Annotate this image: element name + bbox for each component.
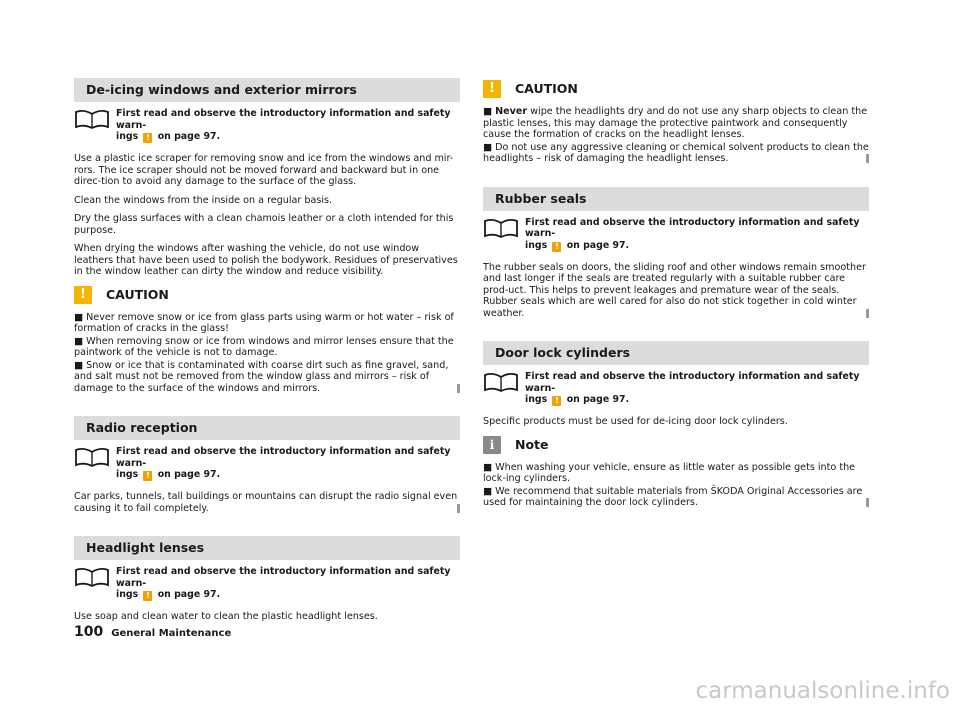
intro-prefix: ings: [525, 394, 548, 405]
note-header: [483, 436, 869, 454]
left-column: [74, 78, 460, 630]
paragraph: Dry the glass surfaces with a clean chamois leather or a cloth intended for this purpose.: [74, 213, 454, 236]
section-title-radio: Radio reception: [74, 416, 460, 440]
warning-icon: !: [143, 471, 152, 481]
section-end-marker: [866, 154, 869, 163]
intro-prefix: ings: [116, 589, 139, 600]
info-icon: i: [483, 436, 501, 454]
open-book-icon: [74, 108, 110, 130]
section-title-door-lock: Door lock cylinders: [483, 341, 869, 365]
open-book-icon: [483, 371, 519, 393]
caution-header: [483, 80, 869, 98]
watermark: carmanualsonline.info: [695, 677, 950, 704]
page-reference-link[interactable]: on page 97.: [157, 589, 221, 600]
intro-line-1: First read and observe the introductory information and safety warn-: [116, 446, 451, 469]
warning-icon: !: [143, 133, 152, 143]
caution-list: [74, 312, 460, 395]
section-title-headlight: Headlight lenses: [74, 536, 460, 560]
paragraph: Use soap and clean water to clean the plastic headlight lenses.: [74, 611, 378, 622]
caution-title: CAUTION: [106, 286, 169, 302]
list-item: ■ Never wipe the headlights dry and do not use any sharp objects to clean the plastic lenses, this may damage the protective paintwork and consequently cause the formation of cracks on the headlight lenses.: [483, 106, 868, 140]
warning-icon: !: [143, 591, 152, 601]
note-title: Note: [515, 436, 549, 452]
intro-line-1: First read and observe the introductory information and safety warn-: [525, 371, 860, 394]
list-item: ■ When removing snow or ice from windows and mirror lenses ensure that the paintwork of the vehicle is not to damage.: [74, 335, 454, 358]
right-column: [483, 78, 869, 510]
paragraph: Clean the windows from the inside on a regular basis.: [74, 194, 333, 206]
list-item: ■ We recommend that suitable materials from ŠKODA Original Accessories are used for maintaining the door lock cylinders.: [483, 486, 869, 509]
paragraph: Car parks, tunnels, tall buildings or mountains can disrupt the radio signal even causing it to fail completely.: [74, 491, 460, 514]
list-item: ■ Do not use any aggressive cleaning or chemical solvent products to clean the headlights – risk of damaging the headlight lenses.: [483, 141, 869, 164]
intro-reference: [74, 566, 460, 601]
caution-icon: !: [74, 286, 92, 304]
intro-prefix: ings: [525, 239, 548, 251]
caution-icon: !: [483, 80, 501, 98]
paragraph: Specific products must be used for de-icing door lock cylinders.: [483, 416, 788, 427]
section-end-marker: [866, 309, 869, 318]
page-footer: [74, 624, 232, 640]
chapter-title: General Maintenance: [111, 628, 232, 639]
section-end-marker: [457, 504, 460, 513]
open-book-icon: [74, 566, 110, 588]
intro-reference: [74, 446, 460, 481]
intro-prefix: ings: [116, 131, 139, 142]
section-end-marker: [866, 498, 869, 507]
section-end-marker: [457, 384, 460, 393]
intro-prefix: ings: [116, 469, 139, 480]
intro-line-1: First read and observe the introductory information and safety warn-: [116, 566, 451, 589]
intro-reference: [483, 371, 869, 406]
section-title-rubber: Rubber seals: [483, 187, 869, 211]
page-reference-link[interactable]: on page 97.: [566, 239, 630, 251]
page-reference-link[interactable]: on page 97.: [566, 394, 630, 405]
paragraph: The rubber seals on doors, the sliding roof and other windows remain smoother and last longer if the seals are treated regularly with a suitable rubber care prod-uct. This helps to prevent leakages and premature wear of the seals. Rubber seals which are well cared for also do not stick together in cold winter weather.: [483, 262, 869, 320]
intro-line-1: First read and observe the introductory information and safety warn-: [116, 108, 451, 131]
caution-list: [483, 106, 869, 165]
warning-icon: !: [552, 396, 561, 406]
note-list: [483, 462, 869, 509]
paragraph: Use a plastic ice scraper for removing snow and ice from the windows and mir-rors. The ice scraper should not be moved forward and backward but in one direc-tion to avoid any damage to the surface of the glass.: [74, 153, 454, 187]
open-book-icon: [74, 446, 110, 468]
list-item: ■ Never remove snow or ice from glass parts using warm or hot water – risk of formation of cracks in the glass!: [74, 311, 454, 334]
page-reference-link[interactable]: on page 97.: [157, 469, 221, 480]
intro-reference: [74, 108, 460, 143]
list-item: ■ When washing your vehicle, ensure as little water as possible gets into the lock-ing cylinders.: [483, 461, 856, 484]
caution-title: CAUTION: [515, 81, 578, 97]
section-title-deicing: De-icing windows and exterior mirrors: [74, 78, 460, 102]
page-reference-link[interactable]: on page 97.: [157, 131, 221, 142]
open-book-icon: [483, 217, 519, 239]
paragraph: When drying the windows after washing the vehicle, do not use window leathers that have been used to polish the bodywork. Residues of preservatives in the window leather can dirty the window and reduce visibility.: [74, 243, 458, 277]
page-number: 100: [74, 624, 104, 640]
intro-reference: [483, 217, 869, 252]
intro-line-1: First read and observe the introductory information and safety warn-: [525, 216, 860, 239]
list-item: ■ Snow or ice that is contaminated with coarse dirt such as fine gravel, sand, and salt must not be removed from the window glass and mirrors – risk of damage to the surface of the windows and mirrors.: [74, 360, 460, 395]
warning-icon: !: [552, 242, 561, 252]
caution-header: [74, 286, 460, 304]
